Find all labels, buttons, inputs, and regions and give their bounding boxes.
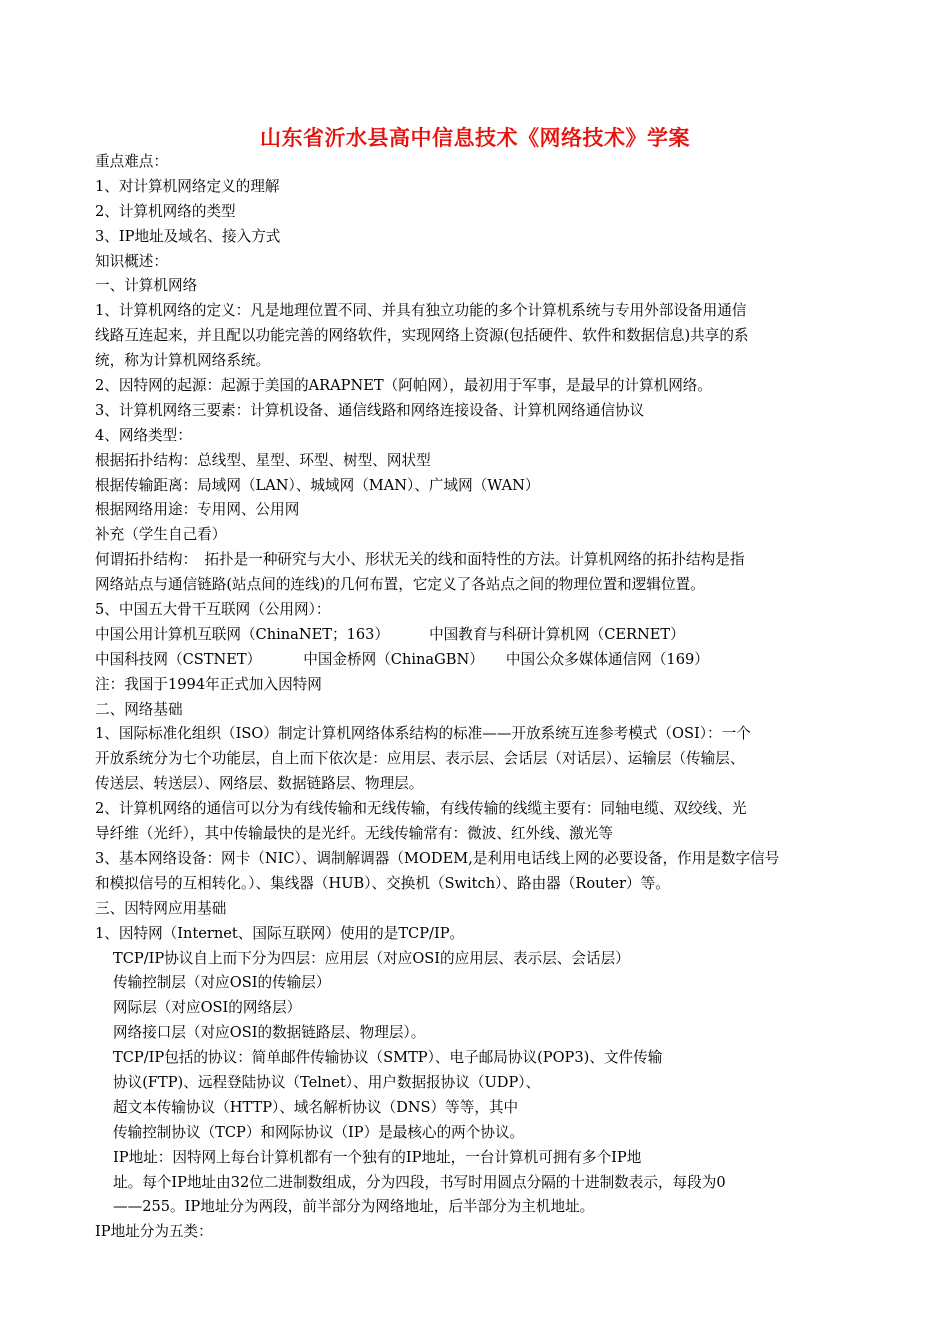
text-line: 3、基本网络设备：网卡（NIC）、调制解调器（MODEM,是利用电话线上网的必要设备，作用是数字信号 xyxy=(95,849,780,867)
text-line: 注：我国于1994年正式加入因特网 xyxy=(95,675,322,693)
text-line: 网络站点与通信链路(站点间的连线)的几何布置，它定义了各站点之间的物理位置和逻辑位置。 xyxy=(95,576,705,594)
text-line: 传送层、转送层）、网络层、数据链路层、物理层。 xyxy=(95,775,424,793)
network-item: 中国公用计算机互联网（ChinaNET；163） xyxy=(95,625,390,643)
text-line: 1、对计算机网络定义的理解 xyxy=(95,177,280,195)
text-line: 导纤维（光纤），其中传输最快的是光纤。无线传输常有：微波、红外线、激光等 xyxy=(95,825,614,843)
network-list-row xyxy=(95,648,857,673)
text-line: 传输控制协议（TCP）和网际协议（IP）是最核心的两个协议。 xyxy=(113,1123,525,1141)
text-line: 1、计算机网络的定义：凡是地理位置不同、并具有独立功能的多个计算机系统与专用外部设备用通信 xyxy=(95,302,747,320)
text-line: 址。每个IP地址由32位二进制数组成，分为四段，书写时用圆点分隔的十进制数表示，每段为0 xyxy=(113,1173,726,1191)
document-body xyxy=(95,150,857,1245)
section-label: 知识概述： xyxy=(95,252,168,270)
text-line: 1、国际标准化组织（ISO）制定计算机网络体系结构的标准——开放系统互连参考模式（OSI）：一个 xyxy=(95,725,751,743)
document-title: 山东省沂水县高中信息技术《网络技术》学案 xyxy=(260,125,690,150)
text-line: IP地址：因特网上每台计算机都有一个独有的IP地址，一台计算机可拥有多个IP地 xyxy=(113,1148,642,1166)
text-line: 2、计算机网络的通信可以分为有线传输和无线传输，有线传输的线缆主要有：同轴电缆、双绞线、光 xyxy=(95,800,747,818)
text-line: ——255。IP地址分为两段，前半部分为网络地址，后半部分为主机地址。 xyxy=(113,1198,595,1216)
network-list-row xyxy=(95,623,857,648)
text-line: 传输控制层（对应OSI的传输层） xyxy=(113,974,331,992)
text-line: 和模拟信号的互相转化。）、集线器（HUB）、交换机（Switch）、路由器（Router）等。 xyxy=(95,874,670,892)
text-line: 2、计算机网络的类型 xyxy=(95,202,236,220)
text-line: 3、IP地址及域名、接入方式 xyxy=(95,227,281,245)
text-line: TCP/IP协议自上而下分为四层：应用层（对应OSI的应用层、表示层、会话层） xyxy=(113,949,630,967)
section-heading: 三、因特网应用基础 xyxy=(95,899,227,917)
text-line: 根据拓扑结构：总线型、星型、环型、树型、网状型 xyxy=(95,451,431,469)
text-line: 何谓拓扑结构： 拓扑是一种研究与大小、形状无关的线和面特性的方法。计算机网络的拓扑结构是指 xyxy=(95,551,745,569)
text-line: 根据网络用途：专用网、公用网 xyxy=(95,501,300,519)
text-line: 开放系统分为七个功能层，自上而下依次是：应用层、表示层、会话层（对话层）、运输层（传输层、 xyxy=(95,750,745,768)
text-line: 线路互连起来，并且配以功能完善的网络软件，实现网络上资源(包括硬件、软件和数据信息)共享的系 xyxy=(95,327,749,345)
text-line: 网际层（对应OSI的网络层） xyxy=(113,999,302,1017)
section-heading: 一、计算机网络 xyxy=(95,277,198,295)
text-line: 补充（学生自己看） xyxy=(95,526,227,544)
text-line: 根据传输距离：局域网（LAN）、城域网（MAN）、广域网（WAN） xyxy=(95,476,540,494)
text-line: 1、因特网（Internet、国际互联网）使用的是TCP/IP。 xyxy=(95,924,465,942)
text-line: 统，称为计算机网络系统。 xyxy=(95,352,271,370)
network-item: 中国科技网（CSTNET） xyxy=(95,650,262,668)
network-item: 中国教育与科研计算机网（CERNET） xyxy=(429,625,685,643)
text-line: IP地址分为五类： xyxy=(95,1223,213,1241)
text-line: TCP/IP包括的协议：简单邮件传输协议（SMTP）、电子邮局协议(POP3)、文件传输 xyxy=(113,1049,663,1067)
network-item: 中国公众多媒体通信网（169） xyxy=(505,650,709,668)
text-line: 2、因特网的起源：起源于美国的ARAPNET（阿帕网），最初用于军事，是最早的计算机网络。 xyxy=(95,377,712,395)
text-line: 5、中国五大骨干互联网（公用网）： xyxy=(95,601,331,619)
section-label: 重点难点： xyxy=(95,153,168,170)
text-line: 3、计算机网络三要素：计算机设备、通信线路和网络连接设备、计算机网络通信协议 xyxy=(95,401,645,419)
text-line: 超文本传输协议（HTTP）、域名解析协议（DNS）等等，其中 xyxy=(113,1098,519,1116)
text-line: 协议(FTP)、远程登陆协议（Telnet）、用户数据报协议（UDP）、 xyxy=(113,1073,541,1091)
text-line: 网络接口层（对应OSI的数据链路层、物理层）。 xyxy=(113,1024,426,1042)
network-item: 中国金桥网（ChinaGBN） xyxy=(303,650,484,668)
section-heading: 二、网络基础 xyxy=(95,700,183,718)
text-line: 4、网络类型： xyxy=(95,426,192,444)
